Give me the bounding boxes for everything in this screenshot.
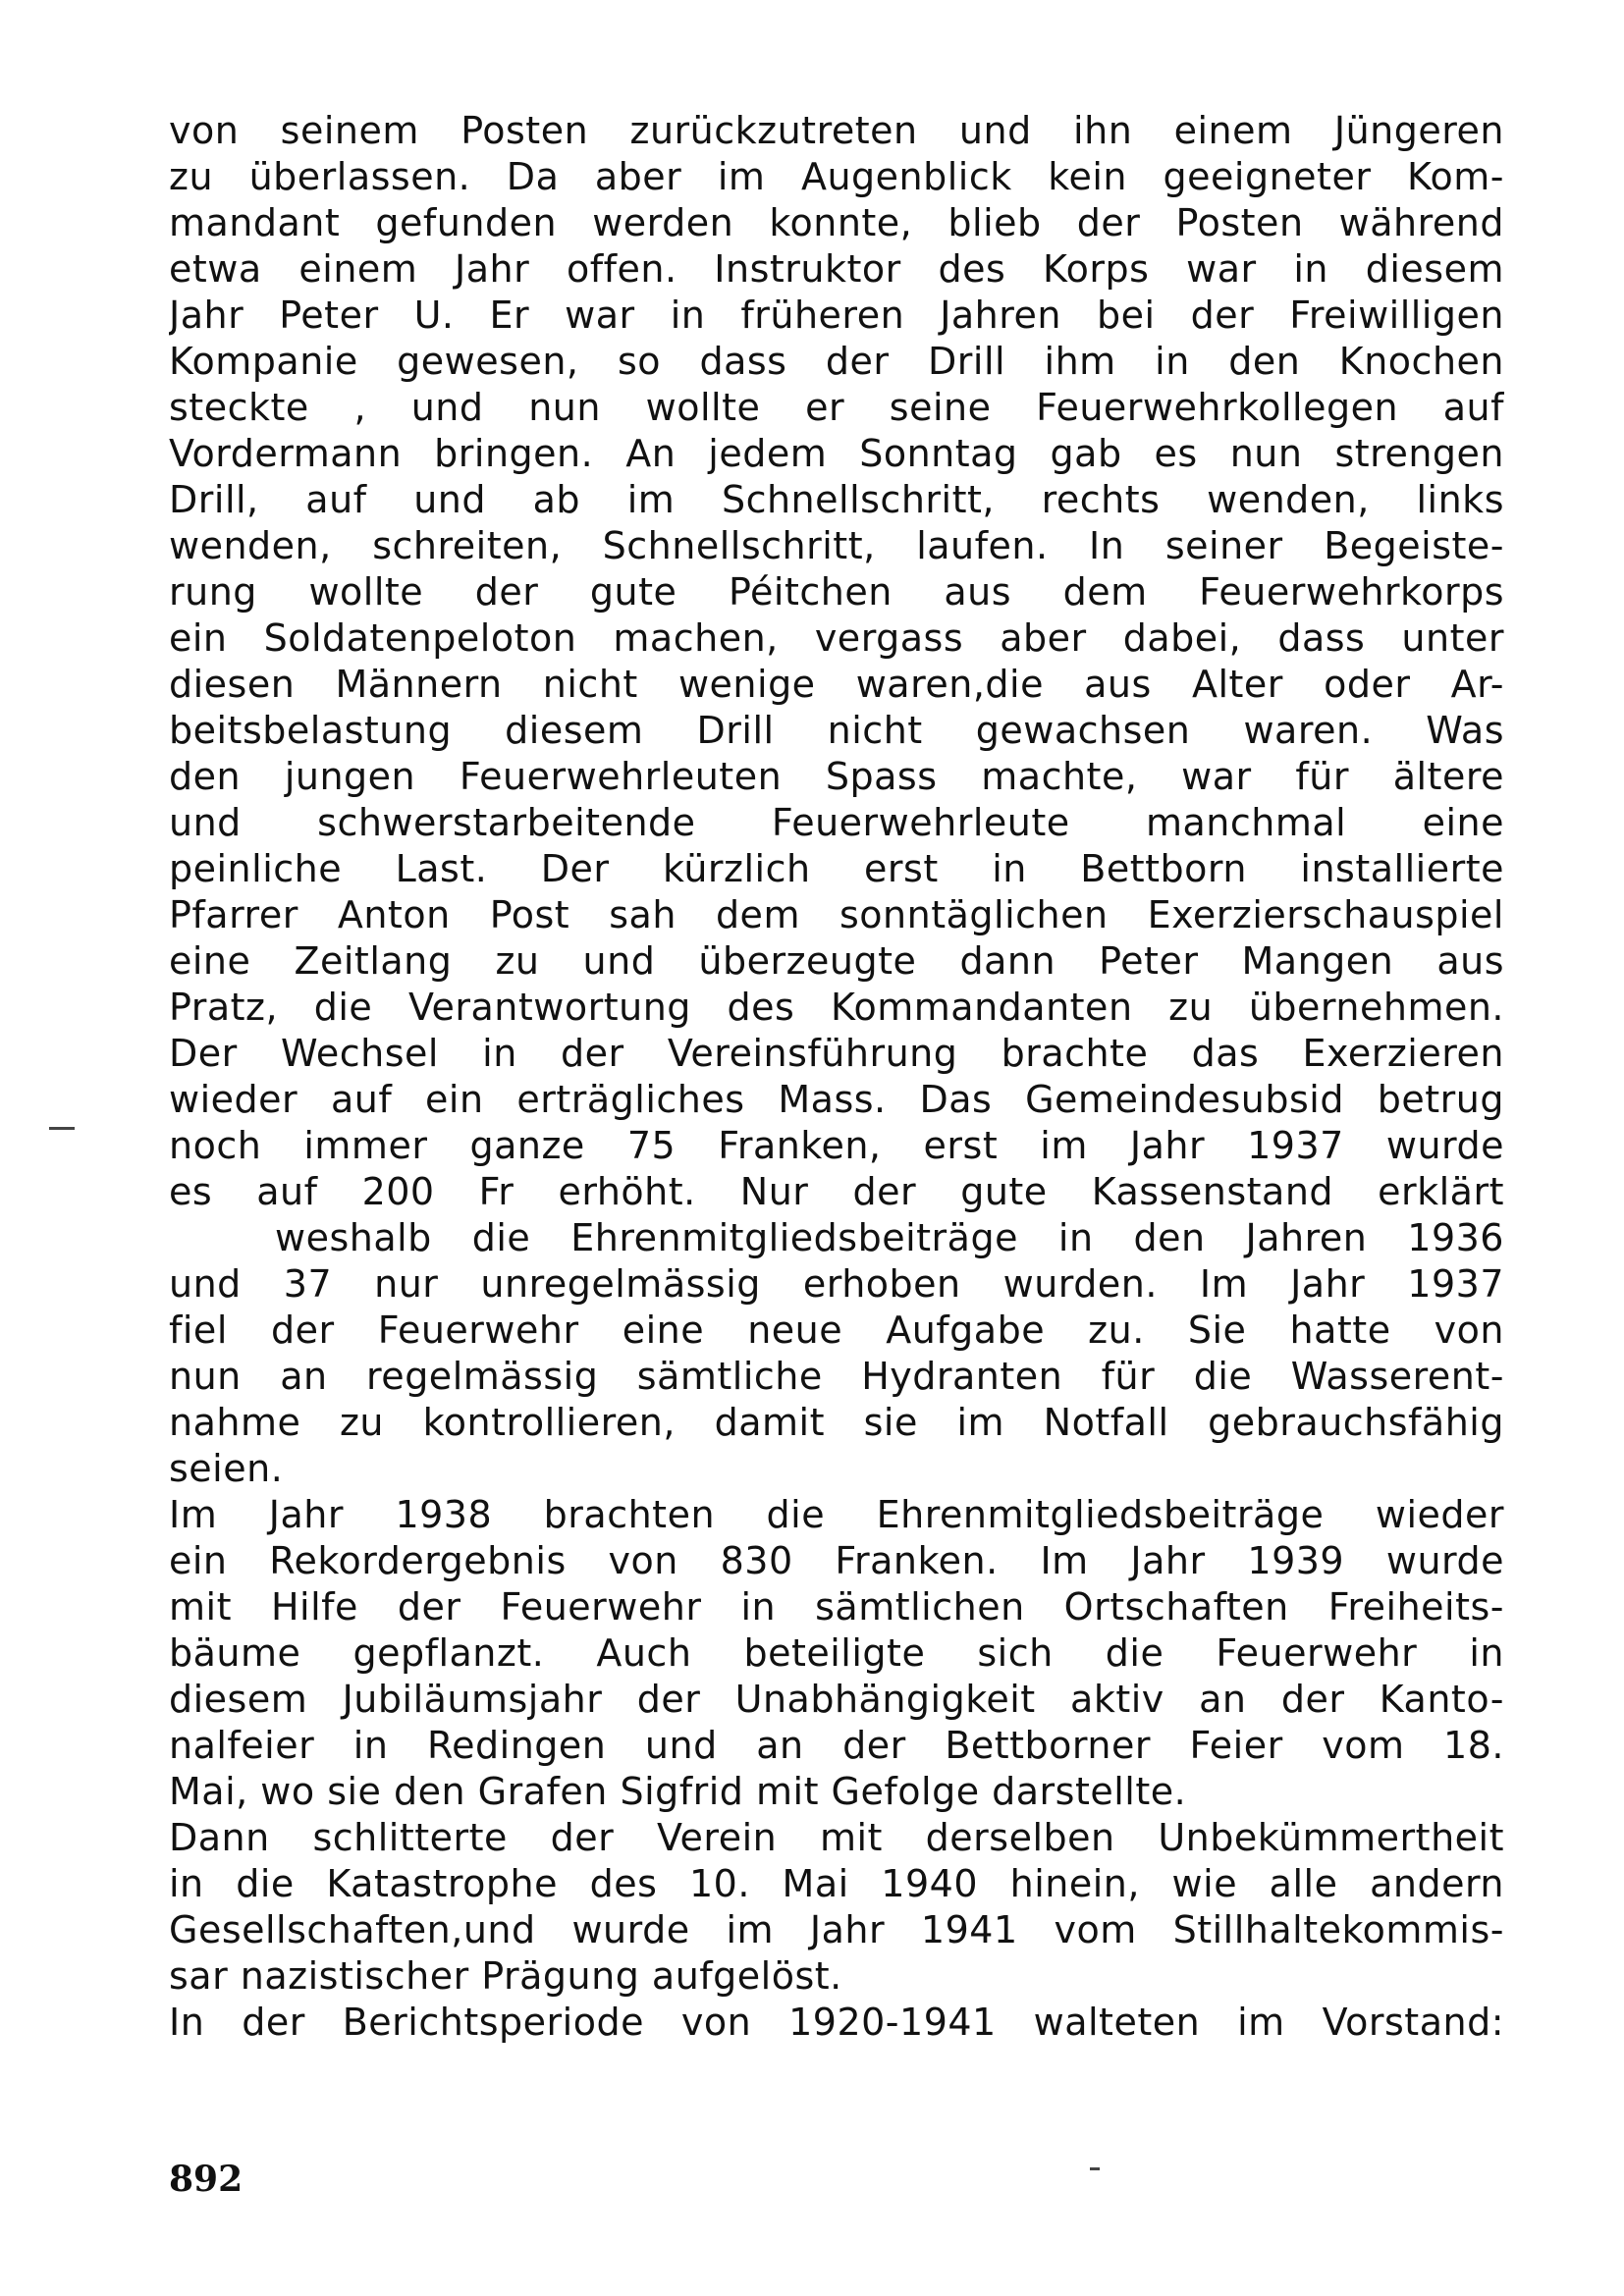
- text-line: von seinem Posten zurückzutreten und ihn einem Jüngeren: [169, 109, 1504, 152]
- text-line: Mai, wo sie den Grafen Sigfrid mit Gefolge darstellte.: [169, 1770, 1187, 1813]
- text-line: Jahr Peter U. Er war in früheren Jahren bei der Freiwilligen: [169, 294, 1504, 337]
- text-line: seien.: [169, 1447, 284, 1490]
- text-line: rung wollte der gute Péitchen aus dem Feuerwehrkorps: [169, 570, 1504, 614]
- text-line: Im Jahr 1938 brachten die Ehrenmitgliedsbeiträge wieder: [169, 1493, 1504, 1536]
- text-line: beitsbelastung diesem Drill nicht gewachsen waren. Was: [169, 709, 1504, 752]
- text-line: fiel der Feuerwehr eine neue Aufgabe zu. Sie hatte von: [169, 1308, 1504, 1352]
- text-line: zu überlassen. Da aber im Augenblick kein geeigneter Kom-: [169, 155, 1504, 198]
- text-line: steckte , und nun wollte er seine Feuerwehrkollegen auf: [169, 386, 1504, 429]
- margin-mark: [49, 1127, 75, 1130]
- text-line: nalfeier in Redingen und an der Bettborner Feier vom 18.: [169, 1724, 1504, 1767]
- text-line: in die Katastrophe des 10. Mai 1940 hinein, wie alle andern: [169, 1862, 1504, 1905]
- footer-mark: [1090, 2167, 1100, 2170]
- text-line: Gesellschaften,und wurde im Jahr 1941 vom Stillhaltekommis-: [169, 1908, 1504, 1951]
- text-line: wenden, schreiten, Schnellschritt, laufen. In seiner Begeiste-: [169, 524, 1504, 567]
- page-number: 892: [169, 2159, 244, 2200]
- text-line: peinliche Last. Der kürzlich erst in Bettborn installierte: [169, 847, 1504, 890]
- text-line: wieder auf ein erträgliches Mass. Das Gemeindesubsid betrug: [169, 1078, 1504, 1121]
- text-line: Pfarrer Anton Post sah dem sonntäglichen Exerzierschauspiel: [169, 893, 1504, 936]
- text-line: weshalb die Ehrenmitgliedsbeiträge in den Jahren 1936: [275, 1216, 1504, 1259]
- text-line: diesem Jubiläumsjahr der Unabhängigkeit aktiv an der Kanto-: [169, 1678, 1504, 1721]
- text-line: In der Berichtsperiode von 1920-1941 walteten im Vorstand:: [169, 2001, 1504, 2044]
- text-line: sar nazistischer Prägung aufgelöst.: [169, 1954, 842, 1998]
- text-line: diesen Männern nicht wenige waren,die aus Alter oder Ar-: [169, 663, 1504, 706]
- text-line: Drill, auf und ab im Schnellschritt, rechts wenden, links: [169, 478, 1504, 521]
- text-line: etwa einem Jahr offen. Instruktor des Korps war in diesem: [169, 247, 1504, 291]
- text-line: Der Wechsel in der Vereinsführung brachte das Exerzieren: [169, 1032, 1504, 1075]
- text-line: und 37 nur unregelmässig erhoben wurden. Im Jahr 1937: [169, 1262, 1504, 1306]
- text-line: Vordermann bringen. An jedem Sonntag gab es nun strengen: [169, 432, 1504, 475]
- text-line: Pratz, die Verantwortung des Kommandanten zu übernehmen.: [169, 986, 1504, 1029]
- text-line: ein Soldatenpeloton machen, vergass aber dabei, dass unter: [169, 616, 1504, 660]
- text-line: und schwerstarbeitende Feuerwehrleute manchmal eine: [169, 801, 1504, 844]
- text-line: den jungen Feuerwehrleuten Spass machte, war für ältere: [169, 755, 1504, 798]
- text-line: mandant gefunden werden konnte, blieb der Posten während: [169, 201, 1504, 244]
- text-line: noch immer ganze 75 Franken, erst im Jahr 1937 wurde: [169, 1124, 1504, 1167]
- text-line: nun an regelmässig sämtliche Hydranten für die Wasserent-: [169, 1355, 1504, 1398]
- text-line: es auf 200 Fr erhöht. Nur der gute Kassenstand erklärt: [169, 1170, 1504, 1213]
- text-line: bäume gepflanzt. Auch beteiligte sich die Feuerwehr in: [169, 1631, 1504, 1675]
- text-line: nahme zu kontrollieren, damit sie im Notfall gebrauchsfähig: [169, 1401, 1504, 1444]
- text-line: Kompanie gewesen, so dass der Drill ihm in den Knochen: [169, 340, 1504, 383]
- text-line: Dann schlitterte der Verein mit derselben Unbekümmertheit: [169, 1816, 1504, 1859]
- text-line: mit Hilfe der Feuerwehr in sämtlichen Ortschaften Freiheits-: [169, 1585, 1504, 1629]
- text-line: ein Rekordergebnis von 830 Franken. Im Jahr 1939 wurde: [169, 1539, 1504, 1582]
- text-line: eine Zeitlang zu und überzeugte dann Peter Mangen aus: [169, 939, 1504, 983]
- body-text: [169, 108, 1504, 2046]
